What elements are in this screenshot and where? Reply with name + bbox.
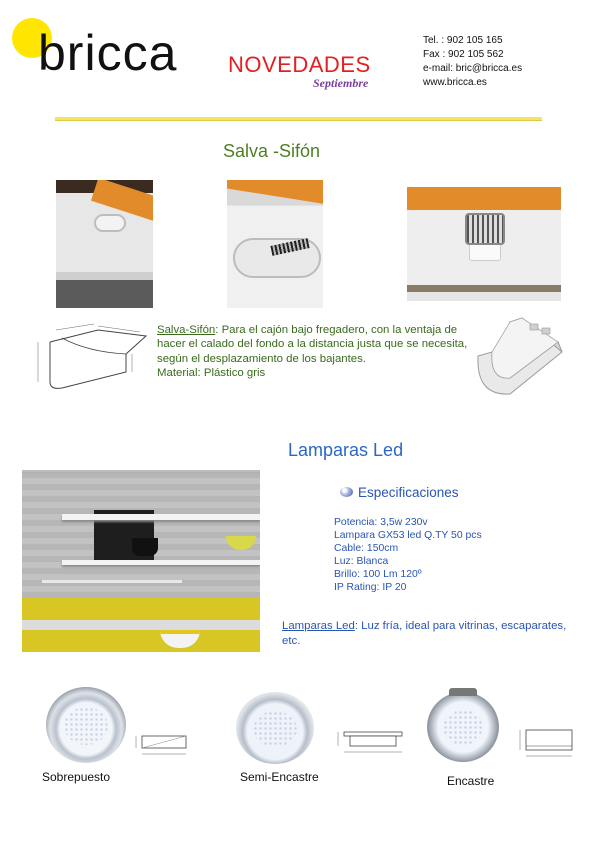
contact-email[interactable]: e-mail: bric@bricca.es [423,63,523,74]
lamparas-led-text: : Luz fría, ideal para vitrinas, escaparates, etc. [282,620,567,647]
spec-item: Potencia: 3,5w 230v [334,517,428,528]
contact-tel: Tel. : 902 105 165 [423,35,503,46]
salva-sifon-photo-3 [407,187,561,301]
brand-logo: bricca [38,25,178,81]
salva-sifon-photo-2 [227,180,323,308]
salva-sifon-description [157,323,475,380]
lamp-encastre-drawing [512,726,578,760]
spec-item: IP Rating: IP 20 [334,582,407,594]
salva-sifon-title: Salva -Sifón [223,141,321,161]
lamp-encastre-image [427,692,499,762]
lamparas-led-title: Lamparas Led [288,440,404,460]
lamp-model-sobrepuesto: Sobrepuesto [42,770,111,784]
lamparas-led-description [282,619,582,648]
specifications-list [334,516,482,595]
kitchen-photo [22,470,260,652]
salva-sifon-material: Material: Plástico gris [157,366,266,379]
lamp-model-semi-encastre: Semi-Encastre [240,770,319,784]
spec-item: Luz: Blanca [334,556,389,568]
salva-sifon-technical-drawing [28,322,148,396]
bullet-icon [340,487,353,497]
salva-sifon-keyword: Salva-Sifón [157,324,216,336]
spec-item: Lampara GX53 led Q.TY 50 pcs [334,530,482,542]
spec-item: Cable: 150cm [334,543,399,555]
lamp-model-encastre: Encastre [447,774,495,788]
lamp-semi-encastre-image [236,692,314,764]
lamparas-led-keyword: Lamparas Led [282,620,355,632]
contact-fax: Fax : 902 105 562 [423,49,504,60]
header-divider [55,117,542,121]
page-title: NOVEDADES [228,52,371,77]
page-subtitle: Septiembre [313,76,369,90]
salva-sifon-photo-1 [56,180,153,308]
salva-sifon-text: : Para el cajón bajo fregadero, con la ventaja de hacer el calado del fondo a la distancia justa que se necesita, según el desplazamiento de los bajantes. [157,324,468,365]
spec-item: Brillo: 100 Lm 120º [334,569,422,581]
lamp-sobrepuesto-image [46,687,126,763]
salva-sifon-3d-piece [470,316,566,402]
lamp-semi-encastre-drawing [330,728,406,760]
specifications-heading: Especificaciones [358,485,459,500]
contact-website[interactable]: www.bricca.es [423,77,487,88]
contact-block [423,34,522,90]
lamp-sobrepuesto-drawing [128,728,192,760]
